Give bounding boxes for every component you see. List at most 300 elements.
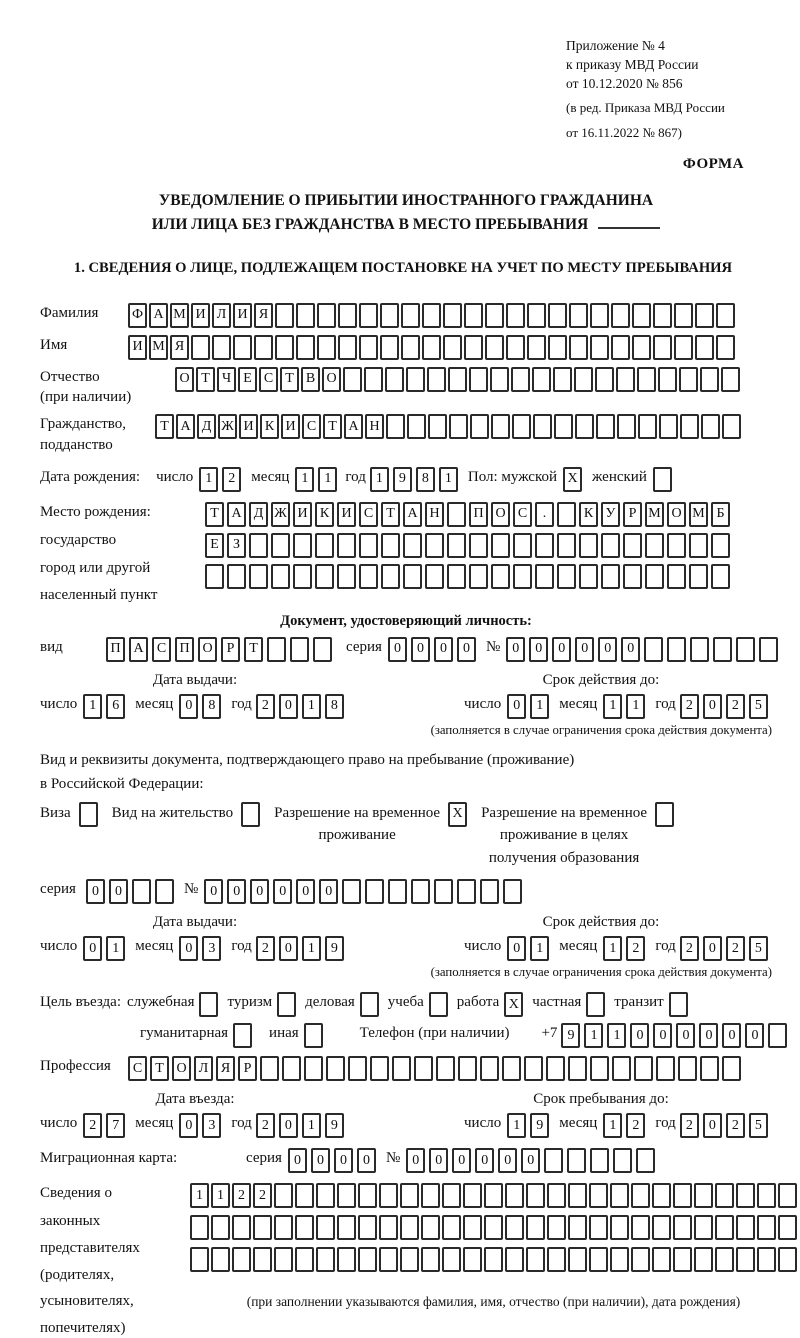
form-cell[interactable] xyxy=(337,564,356,589)
form-cell[interactable] xyxy=(414,1056,433,1081)
form-cell[interactable]: О xyxy=(322,367,341,392)
form-cell[interactable] xyxy=(205,564,224,589)
form-cell[interactable] xyxy=(348,1056,367,1081)
form-cell[interactable]: А xyxy=(403,502,422,527)
form-cell[interactable]: И xyxy=(239,414,258,439)
form-cell[interactable] xyxy=(401,335,420,360)
form-cell[interactable] xyxy=(290,637,309,662)
form-cell[interactable]: 0 xyxy=(703,936,722,961)
form-cell[interactable] xyxy=(557,502,576,527)
form-cell[interactable] xyxy=(434,879,453,904)
form-cell[interactable]: 1 xyxy=(302,936,321,961)
form-cell[interactable]: 1 xyxy=(530,694,549,719)
form-cell[interactable]: 0 xyxy=(722,1023,741,1048)
form-cell[interactable] xyxy=(317,303,336,328)
form-cell[interactable] xyxy=(569,303,588,328)
form-cell[interactable]: Л xyxy=(194,1056,213,1081)
form-cell[interactable]: 0 xyxy=(273,879,292,904)
form-cell[interactable]: 2 xyxy=(680,1113,699,1138)
form-cell[interactable] xyxy=(381,564,400,589)
form-cell[interactable] xyxy=(716,335,735,360)
form-cell[interactable] xyxy=(736,637,755,662)
form-cell[interactable]: 0 xyxy=(507,936,526,961)
form-cell[interactable] xyxy=(293,533,312,558)
form-cell[interactable] xyxy=(241,802,260,827)
form-cell[interactable] xyxy=(463,1215,482,1240)
form-cell[interactable]: 2 xyxy=(626,1113,645,1138)
form-cell[interactable]: 0 xyxy=(703,1113,722,1138)
form-cell[interactable]: 0 xyxy=(598,637,617,662)
form-cell[interactable] xyxy=(659,414,678,439)
form-cell[interactable]: 7 xyxy=(106,1113,125,1138)
form-cell[interactable]: 1 xyxy=(83,694,102,719)
form-cell[interactable]: X xyxy=(563,467,582,492)
form-cell[interactable]: П xyxy=(175,637,194,662)
form-cell[interactable] xyxy=(370,1056,389,1081)
form-cell[interactable]: Д xyxy=(249,502,268,527)
form-cell[interactable]: 2 xyxy=(726,694,745,719)
form-cell[interactable] xyxy=(443,303,462,328)
form-cell[interactable] xyxy=(590,1148,609,1173)
form-cell[interactable] xyxy=(271,564,290,589)
form-cell[interactable] xyxy=(612,1056,631,1081)
form-cell[interactable]: 0 xyxy=(621,637,640,662)
form-cell[interactable] xyxy=(190,1215,209,1240)
form-cell[interactable] xyxy=(485,303,504,328)
form-cell[interactable] xyxy=(757,1247,776,1272)
form-cell[interactable]: О xyxy=(198,637,217,662)
form-cell[interactable] xyxy=(442,1215,461,1240)
form-cell[interactable] xyxy=(546,1056,565,1081)
form-cell[interactable] xyxy=(568,1183,587,1208)
form-cell[interactable]: 0 xyxy=(179,1113,198,1138)
form-cell[interactable]: С xyxy=(259,367,278,392)
form-cell[interactable] xyxy=(513,533,532,558)
form-cell[interactable] xyxy=(623,564,642,589)
form-cell[interactable] xyxy=(757,1183,776,1208)
form-cell[interactable] xyxy=(421,1247,440,1272)
form-cell[interactable] xyxy=(589,1247,608,1272)
form-cell[interactable] xyxy=(359,303,378,328)
form-cell[interactable] xyxy=(574,367,593,392)
form-cell[interactable] xyxy=(652,1215,671,1240)
form-cell[interactable]: 2 xyxy=(83,1113,102,1138)
form-cell[interactable] xyxy=(232,1247,251,1272)
form-cell[interactable] xyxy=(232,1215,251,1240)
form-cell[interactable]: 0 xyxy=(388,637,407,662)
form-cell[interactable]: 2 xyxy=(253,1183,272,1208)
form-cell[interactable] xyxy=(722,1056,741,1081)
form-cell[interactable] xyxy=(296,335,315,360)
form-cell[interactable] xyxy=(358,1215,377,1240)
form-cell[interactable] xyxy=(673,1215,692,1240)
form-cell[interactable]: 1 xyxy=(295,467,314,492)
form-cell[interactable] xyxy=(326,1056,345,1081)
form-cell[interactable] xyxy=(358,1183,377,1208)
form-cell[interactable] xyxy=(568,1247,587,1272)
form-cell[interactable]: 0 xyxy=(288,1148,307,1173)
form-cell[interactable]: 2 xyxy=(726,1113,745,1138)
form-cell[interactable]: Т xyxy=(205,502,224,527)
form-cell[interactable]: Е xyxy=(205,533,224,558)
form-cell[interactable] xyxy=(275,335,294,360)
form-cell[interactable]: 0 xyxy=(319,879,338,904)
form-cell[interactable] xyxy=(381,533,400,558)
form-cell[interactable]: 1 xyxy=(439,467,458,492)
form-cell[interactable] xyxy=(533,414,552,439)
form-cell[interactable] xyxy=(458,1056,477,1081)
form-cell[interactable] xyxy=(400,1247,419,1272)
form-cell[interactable] xyxy=(596,414,615,439)
form-cell[interactable] xyxy=(695,335,714,360)
form-cell[interactable] xyxy=(249,564,268,589)
form-cell[interactable]: С xyxy=(513,502,532,527)
form-cell[interactable]: 1 xyxy=(603,694,622,719)
form-cell[interactable] xyxy=(380,303,399,328)
form-cell[interactable]: Л xyxy=(212,303,231,328)
form-cell[interactable]: У xyxy=(601,502,620,527)
form-cell[interactable]: М xyxy=(170,303,189,328)
form-cell[interactable] xyxy=(379,1215,398,1240)
form-cell[interactable]: 5 xyxy=(749,694,768,719)
form-cell[interactable]: 0 xyxy=(406,1148,425,1173)
form-cell[interactable] xyxy=(535,564,554,589)
form-cell[interactable] xyxy=(653,303,672,328)
form-cell[interactable] xyxy=(678,1056,697,1081)
form-cell[interactable] xyxy=(568,1056,587,1081)
form-cell[interactable] xyxy=(315,564,334,589)
form-cell[interactable]: И xyxy=(293,502,312,527)
form-cell[interactable]: 0 xyxy=(279,694,298,719)
form-cell[interactable] xyxy=(547,1247,566,1272)
form-cell[interactable] xyxy=(613,1148,632,1173)
form-cell[interactable] xyxy=(365,879,384,904)
form-cell[interactable] xyxy=(359,533,378,558)
form-cell[interactable]: Ж xyxy=(271,502,290,527)
form-cell[interactable]: 1 xyxy=(584,1023,603,1048)
form-cell[interactable]: Е xyxy=(238,367,257,392)
form-cell[interactable] xyxy=(449,414,468,439)
form-cell[interactable] xyxy=(313,637,332,662)
form-cell[interactable] xyxy=(590,335,609,360)
form-cell[interactable] xyxy=(632,303,651,328)
form-cell[interactable] xyxy=(491,564,510,589)
form-cell[interactable] xyxy=(400,1215,419,1240)
form-cell[interactable]: Ф xyxy=(128,303,147,328)
form-cell[interactable] xyxy=(484,1247,503,1272)
form-cell[interactable] xyxy=(211,1247,230,1272)
form-cell[interactable] xyxy=(249,533,268,558)
form-cell[interactable]: 0 xyxy=(227,879,246,904)
form-cell[interactable]: Р xyxy=(238,1056,257,1081)
form-cell[interactable] xyxy=(631,1215,650,1240)
form-cell[interactable]: М xyxy=(149,335,168,360)
form-cell[interactable]: 2 xyxy=(680,936,699,961)
form-cell[interactable] xyxy=(337,1247,356,1272)
form-cell[interactable]: 5 xyxy=(749,1113,768,1138)
form-cell[interactable] xyxy=(637,367,656,392)
form-cell[interactable]: Ж xyxy=(218,414,237,439)
form-cell[interactable] xyxy=(526,1183,545,1208)
form-cell[interactable] xyxy=(595,367,614,392)
form-cell[interactable] xyxy=(338,335,357,360)
form-cell[interactable] xyxy=(470,414,489,439)
form-cell[interactable]: Н xyxy=(425,502,444,527)
form-cell[interactable]: Т xyxy=(150,1056,169,1081)
form-cell[interactable] xyxy=(689,533,708,558)
form-cell[interactable] xyxy=(211,1215,230,1240)
form-cell[interactable] xyxy=(447,502,466,527)
form-cell[interactable]: О xyxy=(667,502,686,527)
form-cell[interactable] xyxy=(655,802,674,827)
form-cell[interactable] xyxy=(610,1183,629,1208)
form-cell[interactable] xyxy=(658,367,677,392)
form-cell[interactable]: Т xyxy=(381,502,400,527)
form-cell[interactable]: 0 xyxy=(296,879,315,904)
form-cell[interactable] xyxy=(411,879,430,904)
form-cell[interactable]: 0 xyxy=(498,1148,517,1173)
form-cell[interactable] xyxy=(406,367,425,392)
form-cell[interactable] xyxy=(579,564,598,589)
form-cell[interactable] xyxy=(715,1183,734,1208)
form-cell[interactable]: 0 xyxy=(630,1023,649,1048)
form-cell[interactable]: 9 xyxy=(325,1113,344,1138)
form-cell[interactable] xyxy=(484,1215,503,1240)
form-cell[interactable] xyxy=(526,1247,545,1272)
form-cell[interactable]: 2 xyxy=(626,936,645,961)
form-cell[interactable]: 0 xyxy=(204,879,223,904)
form-cell[interactable] xyxy=(736,1183,755,1208)
form-cell[interactable] xyxy=(436,1056,455,1081)
form-cell[interactable] xyxy=(463,1247,482,1272)
form-cell[interactable] xyxy=(694,1247,713,1272)
form-cell[interactable]: 1 xyxy=(302,694,321,719)
form-cell[interactable] xyxy=(295,1247,314,1272)
form-cell[interactable] xyxy=(403,533,422,558)
form-cell[interactable] xyxy=(403,564,422,589)
form-cell[interactable] xyxy=(590,1056,609,1081)
form-cell[interactable] xyxy=(679,367,698,392)
form-cell[interactable] xyxy=(502,1056,521,1081)
form-cell[interactable]: 3 xyxy=(202,1113,221,1138)
form-cell[interactable]: К xyxy=(315,502,334,527)
form-cell[interactable] xyxy=(421,1183,440,1208)
form-cell[interactable] xyxy=(601,564,620,589)
form-cell[interactable]: Я xyxy=(170,335,189,360)
form-cell[interactable] xyxy=(553,367,572,392)
form-cell[interactable] xyxy=(673,1247,692,1272)
form-cell[interactable]: Я xyxy=(254,303,273,328)
form-cell[interactable] xyxy=(422,335,441,360)
form-cell[interactable]: 0 xyxy=(699,1023,718,1048)
form-cell[interactable] xyxy=(652,1183,671,1208)
form-cell[interactable] xyxy=(667,564,686,589)
form-cell[interactable]: 1 xyxy=(626,694,645,719)
form-cell[interactable] xyxy=(690,637,709,662)
form-cell[interactable]: 0 xyxy=(429,1148,448,1173)
form-cell[interactable] xyxy=(155,879,174,904)
form-cell[interactable] xyxy=(199,992,218,1017)
form-cell[interactable] xyxy=(589,1183,608,1208)
form-cell[interactable]: 2 xyxy=(256,1113,275,1138)
form-cell[interactable]: И xyxy=(281,414,300,439)
form-cell[interactable]: О xyxy=(491,502,510,527)
form-cell[interactable] xyxy=(505,1247,524,1272)
form-cell[interactable]: 0 xyxy=(179,694,198,719)
form-cell[interactable] xyxy=(611,303,630,328)
form-cell[interactable] xyxy=(715,1215,734,1240)
form-cell[interactable] xyxy=(673,1183,692,1208)
form-cell[interactable] xyxy=(567,1148,586,1173)
form-cell[interactable]: С xyxy=(302,414,321,439)
form-cell[interactable] xyxy=(260,1056,279,1081)
form-cell[interactable]: 0 xyxy=(411,637,430,662)
form-cell[interactable]: Т xyxy=(280,367,299,392)
form-cell[interactable] xyxy=(611,335,630,360)
form-cell[interactable] xyxy=(491,414,510,439)
form-cell[interactable] xyxy=(532,367,551,392)
form-cell[interactable] xyxy=(447,533,466,558)
form-cell[interactable]: 0 xyxy=(575,637,594,662)
form-cell[interactable]: 2 xyxy=(256,694,275,719)
form-cell[interactable]: 8 xyxy=(416,467,435,492)
form-cell[interactable] xyxy=(316,1247,335,1272)
form-cell[interactable] xyxy=(701,414,720,439)
form-cell[interactable]: 0 xyxy=(507,694,526,719)
form-cell[interactable]: 2 xyxy=(256,936,275,961)
form-cell[interactable]: 0 xyxy=(745,1023,764,1048)
form-cell[interactable] xyxy=(274,1215,293,1240)
form-cell[interactable] xyxy=(722,414,741,439)
form-cell[interactable]: С xyxy=(152,637,171,662)
form-cell[interactable] xyxy=(610,1247,629,1272)
form-cell[interactable] xyxy=(227,564,246,589)
form-cell[interactable] xyxy=(511,367,530,392)
form-cell[interactable] xyxy=(304,1023,323,1048)
form-cell[interactable] xyxy=(480,1056,499,1081)
form-cell[interactable] xyxy=(79,802,98,827)
form-cell[interactable]: 2 xyxy=(232,1183,251,1208)
form-cell[interactable] xyxy=(400,1183,419,1208)
form-cell[interactable] xyxy=(778,1215,797,1240)
form-cell[interactable]: 1 xyxy=(607,1023,626,1048)
form-cell[interactable] xyxy=(535,533,554,558)
form-cell[interactable] xyxy=(652,1247,671,1272)
form-cell[interactable] xyxy=(484,1183,503,1208)
form-cell[interactable] xyxy=(421,1215,440,1240)
form-cell[interactable]: 0 xyxy=(334,1148,353,1173)
form-cell[interactable] xyxy=(448,367,467,392)
form-cell[interactable]: Т xyxy=(244,637,263,662)
form-cell[interactable] xyxy=(759,637,778,662)
form-cell[interactable] xyxy=(274,1247,293,1272)
form-cell[interactable] xyxy=(337,533,356,558)
form-cell[interactable] xyxy=(267,637,286,662)
form-cell[interactable]: 1 xyxy=(211,1183,230,1208)
form-cell[interactable]: А xyxy=(129,637,148,662)
form-cell[interactable] xyxy=(233,1023,252,1048)
form-cell[interactable] xyxy=(428,414,447,439)
form-cell[interactable] xyxy=(295,1215,314,1240)
form-cell[interactable] xyxy=(317,335,336,360)
form-cell[interactable] xyxy=(757,1215,776,1240)
form-cell[interactable]: С xyxy=(359,502,378,527)
form-cell[interactable]: 1 xyxy=(530,936,549,961)
form-cell[interactable] xyxy=(342,879,361,904)
form-cell[interactable] xyxy=(447,564,466,589)
form-cell[interactable] xyxy=(513,564,532,589)
form-cell[interactable]: М xyxy=(645,502,664,527)
form-cell[interactable] xyxy=(526,1215,545,1240)
form-cell[interactable] xyxy=(274,1183,293,1208)
form-cell[interactable]: 0 xyxy=(279,936,298,961)
form-cell[interactable]: И xyxy=(128,335,147,360)
form-cell[interactable] xyxy=(768,1023,787,1048)
form-cell[interactable] xyxy=(386,414,405,439)
form-cell[interactable]: X xyxy=(504,992,523,1017)
form-cell[interactable] xyxy=(645,533,664,558)
form-cell[interactable]: 2 xyxy=(726,936,745,961)
form-cell[interactable] xyxy=(547,1215,566,1240)
form-cell[interactable]: 1 xyxy=(318,467,337,492)
form-cell[interactable] xyxy=(379,1183,398,1208)
form-cell[interactable] xyxy=(443,335,462,360)
form-cell[interactable]: А xyxy=(344,414,363,439)
form-cell[interactable] xyxy=(316,1215,335,1240)
form-cell[interactable]: 8 xyxy=(325,694,344,719)
form-cell[interactable]: 8 xyxy=(202,694,221,719)
form-cell[interactable]: 1 xyxy=(603,936,622,961)
form-cell[interactable] xyxy=(623,533,642,558)
form-cell[interactable]: 0 xyxy=(311,1148,330,1173)
form-cell[interactable] xyxy=(503,879,522,904)
form-cell[interactable] xyxy=(644,637,663,662)
form-cell[interactable] xyxy=(388,879,407,904)
form-cell[interactable] xyxy=(425,564,444,589)
form-cell[interactable] xyxy=(253,1215,272,1240)
form-cell[interactable] xyxy=(586,992,605,1017)
form-cell[interactable] xyxy=(736,1215,755,1240)
form-cell[interactable]: В xyxy=(301,367,320,392)
form-cell[interactable]: 0 xyxy=(434,637,453,662)
form-cell[interactable] xyxy=(557,533,576,558)
form-cell[interactable] xyxy=(579,533,598,558)
form-cell[interactable] xyxy=(407,414,426,439)
form-cell[interactable] xyxy=(589,1215,608,1240)
form-cell[interactable]: П xyxy=(106,637,125,662)
form-cell[interactable] xyxy=(569,335,588,360)
form-cell[interactable] xyxy=(316,1183,335,1208)
form-cell[interactable]: 0 xyxy=(521,1148,540,1173)
form-cell[interactable]: Т xyxy=(196,367,215,392)
form-cell[interactable] xyxy=(544,1148,563,1173)
form-cell[interactable] xyxy=(190,1247,209,1272)
form-cell[interactable] xyxy=(715,1247,734,1272)
form-cell[interactable] xyxy=(636,1148,655,1173)
form-cell[interactable] xyxy=(490,367,509,392)
form-cell[interactable] xyxy=(271,533,290,558)
form-cell[interactable] xyxy=(253,1247,272,1272)
form-cell[interactable] xyxy=(667,637,686,662)
form-cell[interactable]: 9 xyxy=(530,1113,549,1138)
form-cell[interactable]: Д xyxy=(197,414,216,439)
form-cell[interactable] xyxy=(645,564,664,589)
form-cell[interactable] xyxy=(282,1056,301,1081)
form-cell[interactable] xyxy=(505,1215,524,1240)
form-cell[interactable]: Н xyxy=(365,414,384,439)
form-cell[interactable]: 0 xyxy=(676,1023,695,1048)
form-cell[interactable]: 0 xyxy=(109,879,128,904)
